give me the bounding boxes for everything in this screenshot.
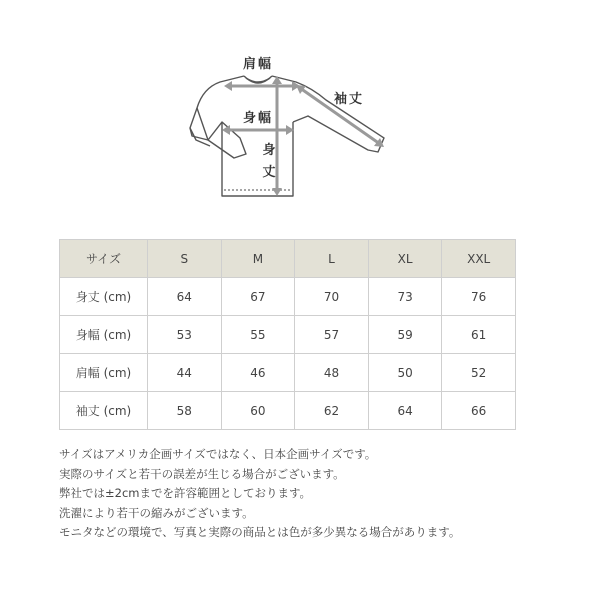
table-row-body-length (60, 278, 516, 316)
row-label: 身幅 (cm) (60, 316, 148, 354)
note-line: サイズはアメリカ企画サイズではなく、日本企画サイズです。 (59, 447, 377, 461)
table-cell: 55 (221, 316, 295, 354)
note-line: 洗濯により若干の縮みがございます。 (59, 505, 254, 520)
note-line: 実際のサイズと若干の誤差が生じる場合がございます。 (59, 466, 345, 481)
shoulder-width-label: 肩幅 (243, 57, 274, 72)
table-cell: 50 (368, 354, 442, 392)
table-cell: 59 (368, 316, 442, 354)
header-size-s: S (148, 240, 222, 278)
header-size-xl: XL (368, 240, 442, 278)
table-cell: 48 (295, 354, 369, 392)
body-length-label (262, 140, 276, 184)
table-cell: 46 (221, 354, 295, 392)
row-label: 袖丈 (cm) (60, 392, 148, 430)
size-notes (59, 445, 589, 543)
table-row-sleeve-length (60, 392, 516, 430)
body-length-char-2: 丈 (262, 165, 276, 180)
table-cell: 61 (442, 316, 516, 354)
header-size-l: L (295, 240, 369, 278)
table-row-chest-width (60, 316, 516, 354)
body-length-char-1: 身 (262, 143, 276, 158)
table-cell: 66 (442, 392, 516, 430)
shirt-illustration (0, 0, 600, 220)
table-cell: 64 (368, 392, 442, 430)
table-cell: 44 (148, 354, 222, 392)
table-header-row (60, 240, 516, 278)
table-cell: 58 (148, 392, 222, 430)
chest-width-label: 身幅 (243, 111, 274, 126)
table-cell: 76 (442, 278, 516, 316)
header-size-label: サイズ (60, 240, 148, 278)
garment-diagram (0, 0, 600, 220)
table-cell: 67 (221, 278, 295, 316)
table-cell: 62 (295, 392, 369, 430)
row-label: 身丈 (cm) (60, 278, 148, 316)
table-cell: 57 (295, 316, 369, 354)
table-cell: 60 (221, 392, 295, 430)
table-row-shoulder-width (60, 354, 516, 392)
row-label: 肩幅 (cm) (60, 354, 148, 392)
table-cell: 73 (368, 278, 442, 316)
sleeve-length-label: 袖丈 (334, 92, 365, 107)
note-line: 弊社では±2cmまでを許容範囲としております。 (59, 486, 312, 501)
table-cell: 53 (148, 316, 222, 354)
header-size-m: M (221, 240, 295, 278)
note-line: モニタなどの環境で、写真と実際の商品とは色が多少異なる場合があります。 (59, 525, 461, 540)
table-cell: 64 (148, 278, 222, 316)
size-table (59, 239, 516, 430)
table-cell: 70 (295, 278, 369, 316)
table-cell: 52 (442, 354, 516, 392)
header-size-xxl: XXL (442, 240, 516, 278)
